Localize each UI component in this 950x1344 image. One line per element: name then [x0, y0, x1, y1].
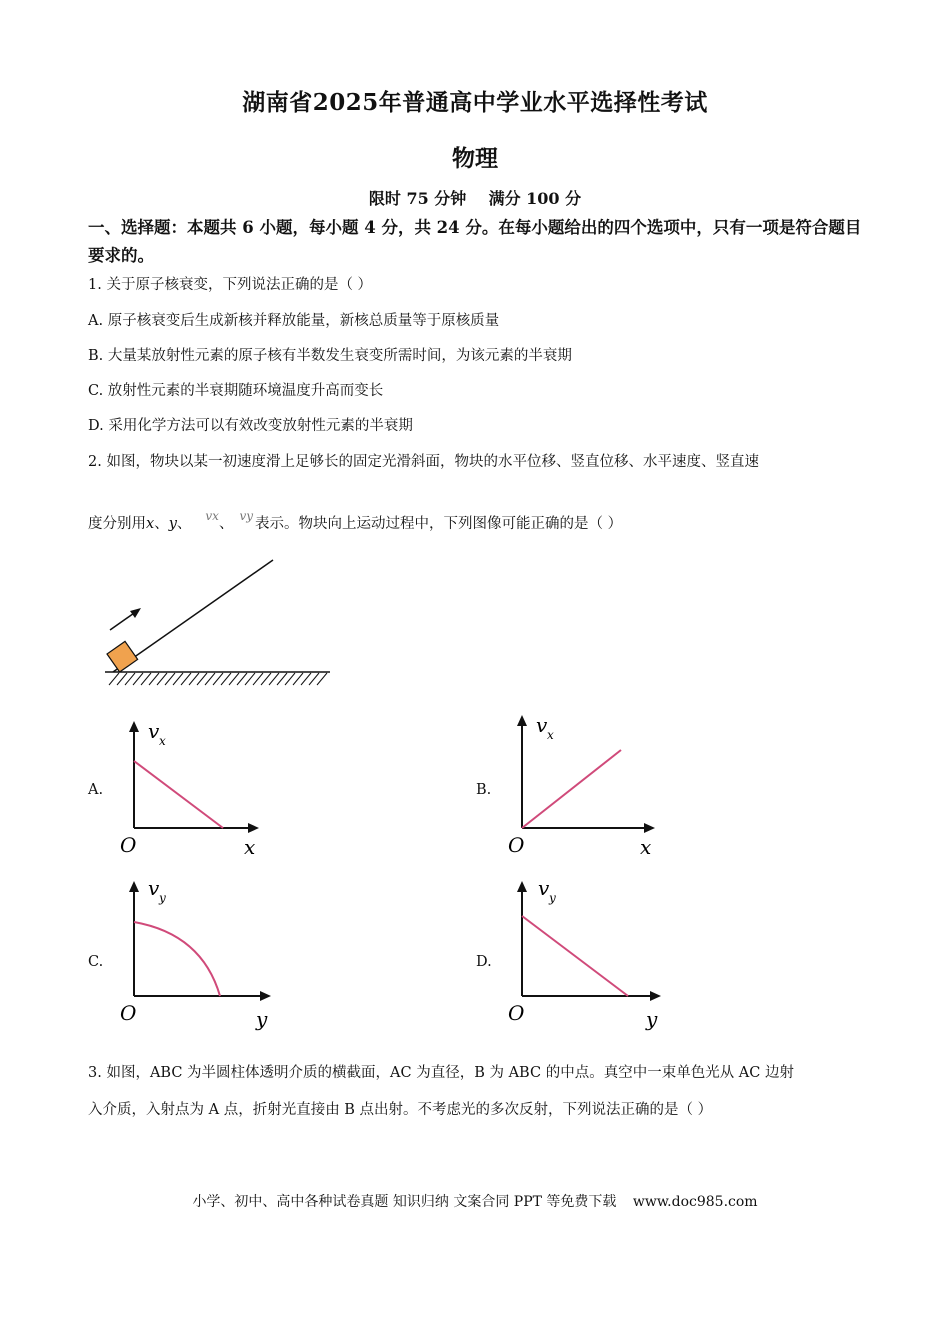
origin-label: O [508, 1001, 525, 1025]
y-arrow-icon [517, 881, 527, 892]
subject-title: 物理 [452, 145, 498, 172]
footer-text: 小学、初中、高中各种试卷真题 知识归纳 文案合同 PPT 等免费下载 [192, 1194, 617, 1210]
arrowhead-icon [130, 608, 141, 618]
q2-stem-prefix: 度分别用 [88, 516, 146, 532]
y-axis-label: v [538, 876, 550, 900]
exam-title: 湖南省2025年普通高中学业水平选择性考试 [242, 89, 708, 116]
incline-surface [113, 560, 273, 672]
var-y: y [168, 516, 177, 532]
origin-label: O [120, 1001, 137, 1025]
graph-line [522, 750, 621, 828]
sliding-block [107, 641, 138, 672]
graph-c-label: C. [88, 954, 104, 970]
graph-d [500, 874, 672, 1034]
graph-line [522, 916, 628, 996]
q2-stem-line1: 2. 如图，物块以某一初速度滑上足够长的固定光滑斜面，物块的水平位移、竖直位移、水平速度、竖直速 [88, 454, 759, 470]
y-axis-sub: y [549, 891, 556, 905]
sep: 、 [218, 516, 234, 532]
q3-line1: 3. 如图，ABC 为半圆柱体透明介质的横截面，AC 为直径，B 为 ABC 的中点。真空中一束单色光从 AC 边射 [88, 1065, 794, 1081]
x-arrow-icon [644, 823, 655, 833]
q2-stem-suffix: 表示。物块向上运动过程中，下列图像可能正确的是（ ） [255, 516, 623, 532]
y-arrow-icon [129, 881, 139, 892]
graph-d-label: D. [476, 954, 492, 970]
graph-c [112, 874, 282, 1034]
y-axis-sub: y [159, 891, 166, 905]
q1-option-b: B. 大量某放射性元素的原子核有半数发生衰变所需时间，为该元素的半衰期 [88, 348, 572, 364]
y-arrow-icon [129, 721, 139, 732]
q1-stem: 1. 关于原子核衰变，下列说法正确的是（ ） [88, 277, 373, 293]
q1-option-a: A. 原子核衰变后生成新核并释放能量，新核总质量等于原核质量 [88, 313, 500, 329]
y-arrow-icon [517, 715, 527, 726]
graph-b-label: B. [476, 782, 492, 798]
y-axis-label: v [148, 719, 160, 743]
graph-a-label: A. [88, 782, 104, 798]
y-axis-sub: x [159, 734, 166, 748]
q1-option-d: D. 采用化学方法可以有效改变放射性元素的半衰期 [88, 418, 413, 434]
y-axis-label: v [148, 876, 160, 900]
sep: 、 [154, 516, 169, 532]
x-arrow-icon [650, 991, 661, 1001]
x-axis-label: y [646, 1007, 658, 1031]
q1-option-c: C. 放射性元素的半衰期随环境温度升高而变长 [88, 383, 384, 399]
y-axis-label: v [536, 713, 548, 737]
graph-curve [134, 922, 220, 996]
sep: 、 [176, 516, 192, 532]
time-score-line: 限时 75 分钟 满分 100 分 [368, 189, 582, 208]
incline-figure [95, 550, 340, 692]
origin-label: O [508, 833, 525, 857]
section-heading: 一、选择题：本题共 6 小题，每小题 4 分，共 24 分。在每小题给出的四个选项中，只有一项是符合题目要求的。 [88, 218, 862, 265]
x-axis-label: x [640, 835, 652, 859]
var-vy: vy [239, 509, 253, 523]
x-axis-label: x [244, 835, 256, 859]
graph-b [500, 706, 670, 862]
var-x: x [146, 516, 155, 532]
var-vx: vx [205, 509, 219, 523]
x-arrow-icon [260, 991, 271, 1001]
graph-a [112, 712, 272, 862]
graph-line [134, 761, 223, 828]
x-axis-label: y [256, 1007, 268, 1031]
y-axis-sub: x [547, 728, 554, 742]
ground-hatching [109, 673, 327, 685]
q2-stem-line2 [88, 509, 623, 534]
x-arrow-icon [248, 823, 259, 833]
q3-line2: 入介质，入射点为 A 点，折射光直接由 B 点出射。不考虑光的多次反射，下列说法正确的是（ ） [88, 1102, 713, 1118]
footer-url[interactable]: www.doc985.com [632, 1194, 758, 1210]
origin-label: O [120, 833, 137, 857]
page-footer [0, 1191, 950, 1211]
